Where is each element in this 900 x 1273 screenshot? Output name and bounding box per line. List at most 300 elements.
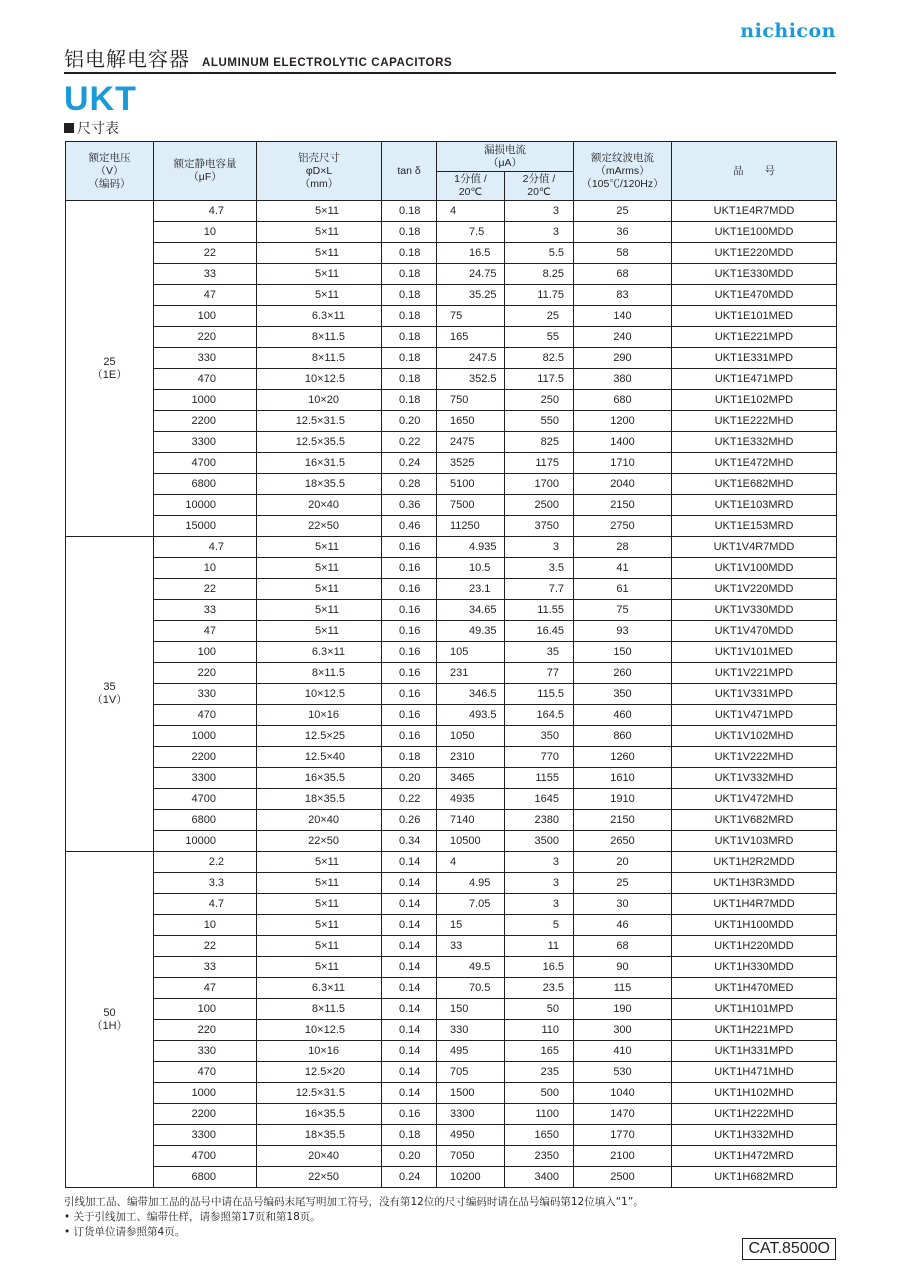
case-size-cell: 18×35.5	[257, 789, 382, 810]
leakage-1min-cell: 35.25	[437, 285, 505, 306]
capacitance-cell: 33	[154, 264, 257, 285]
case-size-cell: 5×11	[257, 579, 382, 600]
leakage-2min-cell: 7.7	[505, 579, 574, 600]
capacitance-cell: 1000	[154, 726, 257, 747]
leakage-1min-cell: 231	[437, 663, 505, 684]
ripple-current-cell: 90	[574, 957, 672, 978]
leakage-2min-cell: 3.5	[505, 558, 574, 579]
ripple-current-cell: 1040	[574, 1083, 672, 1104]
leakage-2min-cell: 5	[505, 915, 574, 936]
leakage-2min-cell: 16.45	[505, 621, 574, 642]
leakage-2min-cell: 110	[505, 1020, 574, 1041]
capacitance-cell: 330	[154, 1041, 257, 1062]
leakage-2min-cell: 1650	[505, 1125, 574, 1146]
ripple-current-cell: 140	[574, 306, 672, 327]
case-size-cell: 16×35.5	[257, 768, 382, 789]
leakage-2min-cell: 2500	[505, 495, 574, 516]
voltage-cell	[66, 852, 154, 1188]
ripple-current-cell: 260	[574, 663, 672, 684]
leakage-1min-cell: 750	[437, 390, 505, 411]
tan-delta-cell: 0.14	[382, 1083, 437, 1104]
part-number-cell: UKT1H330MDD	[672, 957, 837, 978]
part-number-cell: UKT1H682MRD	[672, 1167, 837, 1188]
tan-delta-cell: 0.14	[382, 957, 437, 978]
case-size-cell: 10×12.5	[257, 684, 382, 705]
part-number-cell: UKT1V470MDD	[672, 621, 837, 642]
leakage-1min-cell: 70.5	[437, 978, 505, 999]
tan-delta-cell: 0.18	[382, 348, 437, 369]
ripple-current-cell: 46	[574, 915, 672, 936]
leakage-1min-cell: 10500	[437, 831, 505, 852]
title-en: ALUMINUM ELECTROLYTIC CAPACITORS	[202, 57, 453, 69]
leakage-2min-cell: 3	[505, 222, 574, 243]
capacitance-cell: 47	[154, 285, 257, 306]
ripple-current-cell: 530	[574, 1062, 672, 1083]
case-size-cell: 10×12.5	[257, 369, 382, 390]
part-number-cell: UKT1V100MDD	[672, 558, 837, 579]
part-number-cell: UKT1V332MHD	[672, 768, 837, 789]
table-row	[66, 936, 837, 957]
case-size-cell: 10×20	[257, 390, 382, 411]
tan-delta-cell: 0.18	[382, 747, 437, 768]
case-size-cell: 5×11	[257, 852, 382, 873]
tan-delta-cell: 0.16	[382, 705, 437, 726]
part-number-cell: UKT1V331MPD	[672, 684, 837, 705]
table-row	[66, 306, 837, 327]
leakage-1min-cell: 2310	[437, 747, 505, 768]
part-number-cell: UKT1E153MRD	[672, 516, 837, 537]
leakage-1min-cell: 4950	[437, 1125, 505, 1146]
leakage-2min-cell: 11.55	[505, 600, 574, 621]
leakage-2min-cell: 164.5	[505, 705, 574, 726]
tan-delta-cell: 0.16	[382, 726, 437, 747]
header-part-no: 品 号	[672, 142, 837, 201]
capacitance-cell: 33	[154, 600, 257, 621]
leakage-1min-cell: 493.5	[437, 705, 505, 726]
table-row	[66, 285, 837, 306]
leakage-2min-cell: 165	[505, 1041, 574, 1062]
leakage-1min-cell: 33	[437, 936, 505, 957]
table-row	[66, 873, 837, 894]
part-number-cell: UKT1H100MDD	[672, 915, 837, 936]
capacitance-cell: 6800	[154, 1167, 257, 1188]
leakage-1min-cell: 5100	[437, 474, 505, 495]
section-title	[64, 118, 119, 138]
table-row	[66, 642, 837, 663]
table-row	[66, 999, 837, 1020]
header-line: 额定电压	[88, 151, 131, 164]
ripple-current-cell: 380	[574, 369, 672, 390]
ripple-current-cell: 150	[574, 642, 672, 663]
tan-delta-cell: 0.18	[382, 390, 437, 411]
capacitance-cell: 2200	[154, 1104, 257, 1125]
table-row	[66, 705, 837, 726]
leakage-1min-cell: 4	[437, 201, 505, 222]
table-row	[66, 1104, 837, 1125]
ripple-current-cell: 1400	[574, 432, 672, 453]
capacitance-cell: 330	[154, 684, 257, 705]
part-number-cell: UKT1V472MHD	[672, 789, 837, 810]
table-row	[66, 243, 837, 264]
ripple-current-cell: 2750	[574, 516, 672, 537]
header-line: （编码）	[88, 177, 131, 190]
part-number-cell: UKT1V4R7MDD	[672, 537, 837, 558]
part-number-cell: UKT1E102MPD	[672, 390, 837, 411]
leakage-2min-cell: 1175	[505, 453, 574, 474]
leakage-1min-cell: 4	[437, 852, 505, 873]
case-size-cell: 5×11	[257, 222, 382, 243]
part-number-cell: UKT1H332MHD	[672, 1125, 837, 1146]
case-size-cell: 8×11.5	[257, 999, 382, 1020]
ripple-current-cell: 860	[574, 726, 672, 747]
tan-delta-cell: 0.18	[382, 306, 437, 327]
leakage-2min-cell: 825	[505, 432, 574, 453]
ripple-current-cell: 68	[574, 936, 672, 957]
part-number-cell: UKT1V471MPD	[672, 705, 837, 726]
part-number-cell: UKT1E331MPD	[672, 348, 837, 369]
part-number-cell: UKT1H4R7MDD	[672, 894, 837, 915]
tan-delta-cell: 0.46	[382, 516, 437, 537]
table-row	[66, 369, 837, 390]
voltage-code: （1V）	[91, 694, 128, 706]
table-row	[66, 1062, 837, 1083]
leakage-2min-cell: 500	[505, 1083, 574, 1104]
case-size-cell: 5×11	[257, 873, 382, 894]
table-row	[66, 327, 837, 348]
catalog-number: CAT.8500O	[742, 1238, 836, 1260]
leakage-1min-cell: 15	[437, 915, 505, 936]
table-row	[66, 537, 837, 558]
case-size-cell: 12.5×40	[257, 747, 382, 768]
ripple-current-cell: 25	[574, 873, 672, 894]
leakage-1min-cell: 4.935	[437, 537, 505, 558]
case-size-cell: 6.3×11	[257, 642, 382, 663]
part-number-cell: UKT1E4R7MDD	[672, 201, 837, 222]
part-number-cell: UKT1E220MDD	[672, 243, 837, 264]
table-row	[66, 831, 837, 852]
capacitance-cell: 470	[154, 369, 257, 390]
ripple-current-cell: 2500	[574, 1167, 672, 1188]
capacitance-cell: 6800	[154, 474, 257, 495]
tan-delta-cell: 0.22	[382, 432, 437, 453]
tan-delta-cell: 0.20	[382, 768, 437, 789]
leakage-2min-cell: 1100	[505, 1104, 574, 1125]
case-size-cell: 20×40	[257, 810, 382, 831]
tan-delta-cell: 0.26	[382, 810, 437, 831]
leakage-2min-cell: 25	[505, 306, 574, 327]
leakage-1min-cell: 34.65	[437, 600, 505, 621]
table-row	[66, 1020, 837, 1041]
capacitance-cell: 10	[154, 222, 257, 243]
tan-delta-cell: 0.14	[382, 915, 437, 936]
tan-delta-cell: 0.20	[382, 1146, 437, 1167]
case-size-cell: 5×11	[257, 285, 382, 306]
part-number-cell: UKT1H222MHD	[672, 1104, 837, 1125]
part-number-cell: UKT1E103MRD	[672, 495, 837, 516]
voltage-code: （1H）	[91, 1019, 128, 1032]
leakage-2min-cell: 550	[505, 411, 574, 432]
part-number-cell: UKT1H3R3MDD	[672, 873, 837, 894]
tan-delta-cell: 0.16	[382, 537, 437, 558]
ripple-current-cell: 2150	[574, 495, 672, 516]
leakage-2min-cell: 82.5	[505, 348, 574, 369]
part-number-cell: UKT1V330MDD	[672, 600, 837, 621]
part-number-cell: UKT1H220MDD	[672, 936, 837, 957]
capacitance-cell: 10000	[154, 495, 257, 516]
case-size-cell: 5×11	[257, 201, 382, 222]
table-row	[66, 222, 837, 243]
part-number-cell: UKT1H331MPD	[672, 1041, 837, 1062]
table-row	[66, 411, 837, 432]
tan-delta-cell: 0.36	[382, 495, 437, 516]
leakage-2min-cell: 3500	[505, 831, 574, 852]
voltage-value: 50	[103, 1006, 116, 1019]
case-size-cell: 12.5×35.5	[257, 432, 382, 453]
tan-delta-cell: 0.34	[382, 831, 437, 852]
table-row	[66, 621, 837, 642]
header-voltage	[66, 142, 154, 201]
capacitance-cell: 33	[154, 957, 257, 978]
part-number-cell: UKT1H2R2MDD	[672, 852, 837, 873]
ripple-current-cell: 1200	[574, 411, 672, 432]
case-size-cell: 20×40	[257, 1146, 382, 1167]
tan-delta-cell: 0.16	[382, 642, 437, 663]
leakage-2min-cell: 3	[505, 873, 574, 894]
part-number-cell: UKT1H471MHD	[672, 1062, 837, 1083]
capacitance-cell: 100	[154, 999, 257, 1020]
tan-delta-cell: 0.18	[382, 1125, 437, 1146]
leakage-1min-cell: 11250	[437, 516, 505, 537]
tan-delta-cell: 0.16	[382, 684, 437, 705]
ripple-current-cell: 2650	[574, 831, 672, 852]
leakage-2min-cell: 35	[505, 642, 574, 663]
leakage-1min-cell: 247.5	[437, 348, 505, 369]
table-row	[66, 432, 837, 453]
capacitance-cell: 47	[154, 621, 257, 642]
header-case-size	[257, 142, 382, 201]
capacitance-cell: 220	[154, 327, 257, 348]
tan-delta-cell: 0.16	[382, 600, 437, 621]
ripple-current-cell: 28	[574, 537, 672, 558]
leakage-2min-cell: 770	[505, 747, 574, 768]
part-number-cell: UKT1V682MRD	[672, 810, 837, 831]
part-number-cell: UKT1E682MHD	[672, 474, 837, 495]
voltage-value: 25	[103, 355, 116, 368]
leakage-1min-cell: 705	[437, 1062, 505, 1083]
table-row	[66, 894, 837, 915]
table-row	[66, 495, 837, 516]
header-capacitance	[154, 142, 257, 201]
case-size-cell: 6.3×11	[257, 306, 382, 327]
header-ripple	[574, 142, 672, 201]
leakage-1min-cell: 24.75	[437, 264, 505, 285]
leakage-1min-cell: 495	[437, 1041, 505, 1062]
ripple-current-cell: 20	[574, 852, 672, 873]
table-row	[66, 852, 837, 873]
ripple-current-cell: 190	[574, 999, 672, 1020]
table-row	[66, 600, 837, 621]
note-line: • 关于引线加工、编带仕样，请参照第17页和第18页。	[64, 1211, 321, 1223]
table-row	[66, 1083, 837, 1104]
leakage-2min-cell: 3	[505, 201, 574, 222]
table-row	[66, 1146, 837, 1167]
header-line: φD×L	[305, 164, 333, 177]
leakage-2min-cell: 3	[505, 894, 574, 915]
part-number-cell: UKT1E100MDD	[672, 222, 837, 243]
capacitance-cell: 100	[154, 306, 257, 327]
case-size-cell: 5×11	[257, 957, 382, 978]
part-number-cell: UKT1E471MPD	[672, 369, 837, 390]
case-size-cell: 5×11	[257, 537, 382, 558]
table-row	[66, 201, 837, 222]
capacitance-cell: 2200	[154, 411, 257, 432]
header-line: （V）	[95, 164, 124, 177]
leakage-1min-cell: 2475	[437, 432, 505, 453]
leakage-2min-cell: 77	[505, 663, 574, 684]
table-row	[66, 789, 837, 810]
case-size-cell: 8×11.5	[257, 327, 382, 348]
leakage-2min-cell: 235	[505, 1062, 574, 1083]
tan-delta-cell: 0.16	[382, 579, 437, 600]
part-number-cell: UKT1V222MHD	[672, 747, 837, 768]
ripple-current-cell: 61	[574, 579, 672, 600]
part-number-cell: UKT1E101MED	[672, 306, 837, 327]
tan-delta-cell: 0.14	[382, 1041, 437, 1062]
table-body	[66, 201, 837, 1188]
table-row	[66, 768, 837, 789]
leakage-2min-cell: 5.5	[505, 243, 574, 264]
tan-delta-cell: 0.18	[382, 222, 437, 243]
header-line: （105℃/120Hz）	[581, 177, 664, 190]
capacitance-cell: 1000	[154, 1083, 257, 1104]
leakage-2min-cell: 8.25	[505, 264, 574, 285]
tan-delta-cell: 0.16	[382, 621, 437, 642]
leakage-1min-cell: 105	[437, 642, 505, 663]
part-number-cell: UKT1H470MED	[672, 978, 837, 999]
ripple-current-cell: 1470	[574, 1104, 672, 1125]
series-name: UKT	[64, 80, 137, 118]
case-size-cell: 16×31.5	[257, 453, 382, 474]
capacitance-cell: 4700	[154, 789, 257, 810]
leakage-1min-cell: 150	[437, 999, 505, 1020]
header-line: 额定静电容量	[173, 158, 237, 170]
part-number-cell: UKT1H102MHD	[672, 1083, 837, 1104]
tan-delta-cell: 0.14	[382, 978, 437, 999]
part-number-cell: UKT1E222MHD	[672, 411, 837, 432]
leakage-2min-cell: 1645	[505, 789, 574, 810]
leakage-1min-cell: 23.1	[437, 579, 505, 600]
capacitance-cell: 4.7	[154, 201, 257, 222]
table-row	[66, 978, 837, 999]
voltage-cell	[66, 537, 154, 852]
tan-delta-cell: 0.28	[382, 474, 437, 495]
leakage-2min-cell: 3750	[505, 516, 574, 537]
ripple-current-cell: 36	[574, 222, 672, 243]
case-size-cell: 12.5×20	[257, 1062, 382, 1083]
ripple-current-cell: 1260	[574, 747, 672, 768]
note-line: • 订货单位请参照第4页。	[64, 1226, 186, 1238]
leakage-2min-cell: 3400	[505, 1167, 574, 1188]
capacitance-cell: 10	[154, 915, 257, 936]
leakage-1min-cell: 1050	[437, 726, 505, 747]
case-size-cell: 16×35.5	[257, 1104, 382, 1125]
capacitance-cell: 3300	[154, 768, 257, 789]
capacitance-cell: 47	[154, 978, 257, 999]
leakage-1min-cell: 3525	[437, 453, 505, 474]
leakage-2min-cell: 3	[505, 852, 574, 873]
capacitance-cell: 2.2	[154, 852, 257, 873]
table-row	[66, 390, 837, 411]
table-row	[66, 1167, 837, 1188]
ripple-current-cell: 2100	[574, 1146, 672, 1167]
leakage-1min-cell: 7140	[437, 810, 505, 831]
header-line: 铝壳尺寸	[298, 151, 340, 164]
part-number-cell: UKT1E221MPD	[672, 327, 837, 348]
tan-delta-cell: 0.16	[382, 558, 437, 579]
voltage-cell	[66, 201, 154, 537]
capacitance-cell: 22	[154, 579, 257, 600]
leakage-1min-cell: 4935	[437, 789, 505, 810]
part-number-cell: UKT1E472MHD	[672, 453, 837, 474]
table-row	[66, 579, 837, 600]
tan-delta-cell: 0.18	[382, 264, 437, 285]
part-number-cell: UKT1H221MPD	[672, 1020, 837, 1041]
capacitance-cell: 4.7	[154, 894, 257, 915]
leakage-2min-cell: 11.75	[505, 285, 574, 306]
part-number-cell: UKT1H101MPD	[672, 999, 837, 1020]
section-title-text: 尺寸表	[77, 121, 119, 137]
case-size-cell: 18×35.5	[257, 1125, 382, 1146]
capacitance-cell: 3300	[154, 1125, 257, 1146]
leakage-2min-cell: 3	[505, 537, 574, 558]
ripple-current-cell: 1770	[574, 1125, 672, 1146]
table-row	[66, 1125, 837, 1146]
capacitance-cell: 1000	[154, 390, 257, 411]
table-row	[66, 747, 837, 768]
leakage-2min-cell: 350	[505, 726, 574, 747]
table-row	[66, 516, 837, 537]
header-line: （mm）	[299, 177, 339, 190]
tan-delta-cell: 0.18	[382, 285, 437, 306]
part-number-cell: UKT1V221MPD	[672, 663, 837, 684]
part-number-cell: UKT1V220MDD	[672, 579, 837, 600]
leakage-1min-cell: 7050	[437, 1146, 505, 1167]
header-line: 额定纹波电流	[591, 151, 654, 164]
leakage-2min-cell: 55	[505, 327, 574, 348]
tan-delta-cell: 0.18	[382, 243, 437, 264]
part-number-cell: UKT1V103MRD	[672, 831, 837, 852]
leakage-2min-cell: 115.5	[505, 684, 574, 705]
case-size-cell: 5×11	[257, 264, 382, 285]
leakage-1min-cell: 7.5	[437, 222, 505, 243]
ripple-current-cell: 1710	[574, 453, 672, 474]
part-number-cell: UKT1E330MDD	[672, 264, 837, 285]
capacitance-cell: 220	[154, 1020, 257, 1041]
capacitance-cell: 15000	[154, 516, 257, 537]
leakage-2min-cell: 1155	[505, 768, 574, 789]
case-size-cell: 22×50	[257, 1167, 382, 1188]
leakage-2min-cell: 11	[505, 936, 574, 957]
header-line: 2分值 /	[522, 173, 556, 185]
voltage-value: 35	[103, 681, 116, 693]
capacitance-cell: 10	[154, 558, 257, 579]
leakage-1min-cell: 165	[437, 327, 505, 348]
case-size-cell: 10×16	[257, 705, 382, 726]
capacitance-cell: 3300	[154, 432, 257, 453]
leakage-1min-cell: 10200	[437, 1167, 505, 1188]
leakage-2min-cell: 117.5	[505, 369, 574, 390]
tan-delta-cell: 0.14	[382, 873, 437, 894]
